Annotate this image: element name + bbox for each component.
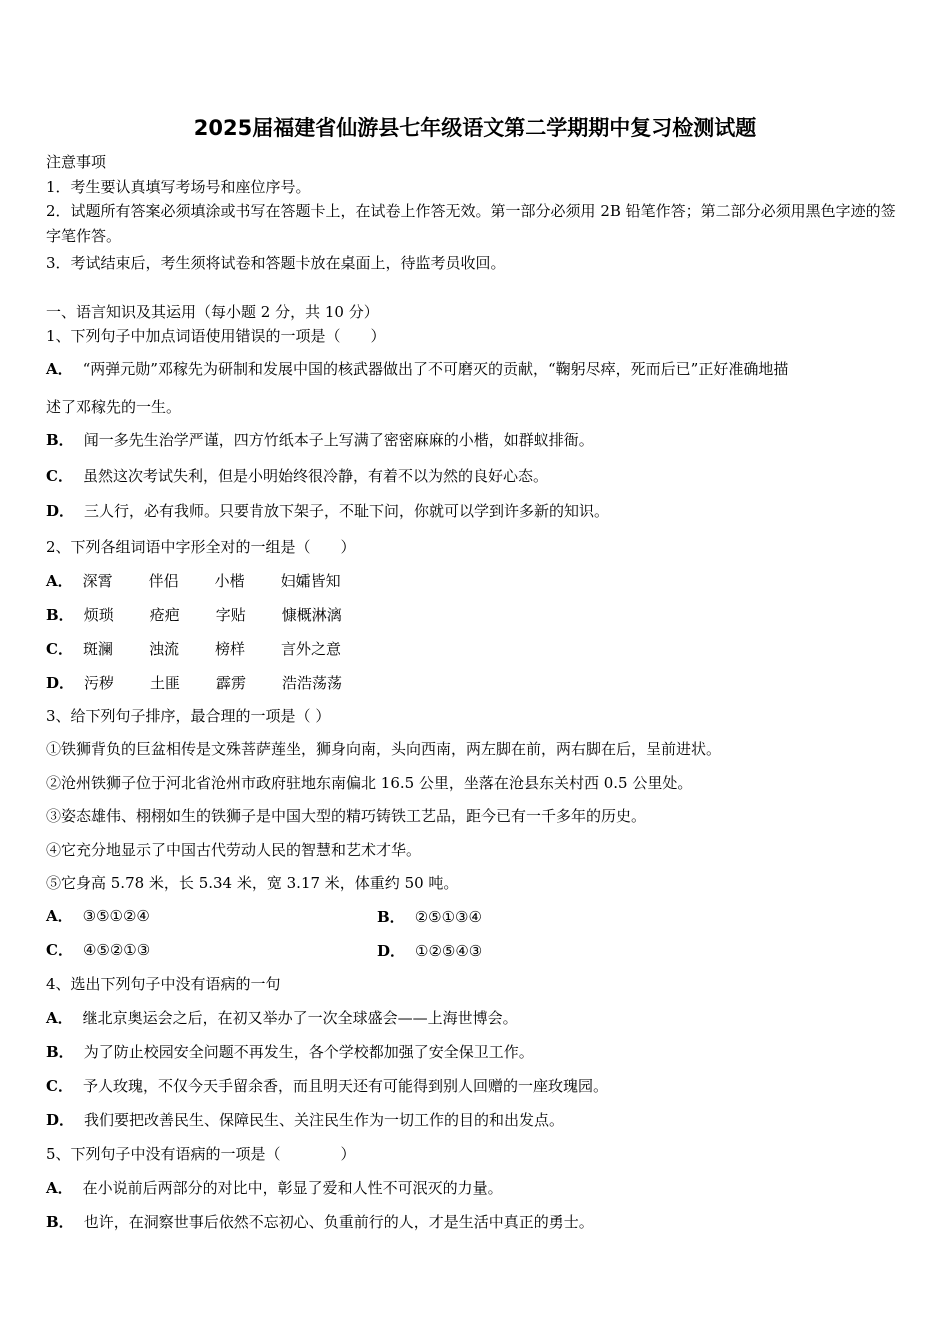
option-b xyxy=(46,1042,534,1062)
option-text: ③⑤①②④ xyxy=(82,907,150,925)
word-row-b xyxy=(46,604,342,625)
option-letter: A． xyxy=(46,907,73,925)
option-letter: D． xyxy=(46,1111,75,1129)
section-heading: 一、语言知识及其运用（每小题 2 分，共 10 分） xyxy=(46,303,379,321)
word: 言外之意 xyxy=(280,640,341,658)
option-letter: B． xyxy=(46,606,74,624)
word: 妇孀皆知 xyxy=(280,572,341,590)
option-letter: C． xyxy=(46,941,73,959)
option-letter: A． xyxy=(46,572,73,590)
question-stem: 2、下列各组词语中字形全对的一组是（ ） xyxy=(46,538,356,556)
option-c xyxy=(46,940,150,960)
option-text: 闻一多先生治学严谨，四方竹纸本子上写满了密密麻麻的小楷，如群蚁排衙。 xyxy=(83,431,594,449)
option-text: ①②⑤④③ xyxy=(415,942,483,960)
option-text: 也许，在洞察世事后依然不忘初心、负重前行的人，才是生活中真正的勇士。 xyxy=(83,1213,594,1231)
option-letter: A． xyxy=(46,1179,73,1197)
page-title: 2025届福建省仙游县七年级语文第二学期期中复习检测试题 xyxy=(193,116,757,140)
word-row-c xyxy=(46,638,341,659)
option-a xyxy=(46,1178,503,1198)
sentence: ③姿态雄伟、栩栩如生的铁狮子是中国大型的精巧铸铁工艺品，距今已有一千多年的历史。 xyxy=(46,807,647,825)
option-letter: D． xyxy=(46,502,75,520)
word-row-a xyxy=(46,570,341,591)
notice-heading: 注意事项 xyxy=(46,153,107,171)
option-d xyxy=(377,940,482,961)
option-text: 为了防止校园安全问题不再发生，各个学校都加强了安全保卫工作。 xyxy=(83,1043,534,1061)
option-c xyxy=(46,1076,608,1096)
option-text: 继北京奥运会之后，在初又举办了一次全球盛会——上海世博会。 xyxy=(82,1009,518,1027)
option-letter: B． xyxy=(46,1043,74,1061)
option-letter: C． xyxy=(46,640,73,658)
word-row-d xyxy=(46,672,342,693)
option-text: 三人行，必有我师。只要肯放下架子，不耻下问，你就可以学到许多新的知识。 xyxy=(84,502,610,520)
option-text: “两弹元勋”邓稼先为研制和发展中国的核武器做出了不可磨灭的贡献，“鞠躬尽瘁，死而后已”正好准确地描 xyxy=(82,360,789,378)
option-d xyxy=(46,1110,564,1130)
option-a xyxy=(46,906,150,926)
word: 污秽 xyxy=(84,674,115,692)
option-c xyxy=(46,466,548,486)
notice-item: 2．试题所有答案必须填涂或书写在答题卡上，在试卷上作答无效。第一部分必须用 2B 铅笔作答；第二部分必须用黑色字迹的签字笔作答。 xyxy=(46,202,896,245)
word: 疮疤 xyxy=(149,606,180,624)
option-b xyxy=(46,430,594,450)
option-letter: D． xyxy=(46,674,75,692)
word: 浊流 xyxy=(148,640,179,658)
option-letter: C． xyxy=(46,467,73,485)
option-text: 予人玫瑰，不仅今天手留余香，而且明天还有可能得到别人回赠的一座玫瑰园。 xyxy=(82,1077,608,1095)
sentence: ①铁狮背负的巨盆相传是文殊菩萨莲坐，狮身向南，头向西南，两左脚在前，两右脚在后，呈前进状。 xyxy=(46,740,722,758)
option-a xyxy=(46,359,788,379)
option-text: 在小说前后两部分的对比中，彰显了爱和人性不可泯灭的力量。 xyxy=(82,1179,503,1197)
option-b xyxy=(377,906,482,927)
word: 伴侣 xyxy=(148,572,179,590)
word: 榜样 xyxy=(214,640,245,658)
sentence: ⑤它身高 5.78 米，长 5.34 米，宽 3.17 米，体重约 50 吨。 xyxy=(46,874,459,892)
option-text: ②⑤①③④ xyxy=(414,908,482,926)
option-letter: B． xyxy=(46,431,74,449)
word: 斑澜 xyxy=(82,640,113,658)
option-letter: A． xyxy=(46,360,73,378)
option-d xyxy=(46,501,609,521)
word: 小楷 xyxy=(214,572,245,590)
word: 霹雳 xyxy=(216,674,247,692)
option-text: 虽然这次考试失利，但是小明始终很冷静，有着不以为然的良好心态。 xyxy=(82,467,548,485)
notice-item: 1．考生要认真填写考场号和座位序号。 xyxy=(46,178,311,196)
word: 浩浩荡荡 xyxy=(282,674,343,692)
option-letter: B． xyxy=(377,908,405,926)
option-b xyxy=(46,1212,594,1232)
question-stem: 3、给下列句子排序，最合理的一项是（ ） xyxy=(46,707,331,725)
option-letter: D． xyxy=(377,942,406,960)
sentence: ④它充分地显示了中国古代劳动人民的智慧和艺术才华。 xyxy=(46,841,422,859)
option-a xyxy=(46,1008,518,1028)
word: 深霄 xyxy=(82,572,113,590)
question-stem: 5、下列句子中没有语病的一项是（ ） xyxy=(46,1145,356,1163)
option-text: 我们要把改善民生、保障民生、关注民生作为一切工作的目的和出发点。 xyxy=(84,1111,565,1129)
word: 慷概淋漓 xyxy=(281,606,342,624)
option-continuation: 述了邓稼先的一生。 xyxy=(46,398,182,416)
question-stem: 1、下列句子中加点词语使用错误的一项是（ ） xyxy=(46,327,386,345)
notice-item: 3．考试结束后，考生须将试卷和答题卡放在桌面上，待监考员收回。 xyxy=(46,254,506,272)
option-text: ④⑤②①③ xyxy=(82,941,151,959)
question-stem: 4、选出下列句子中没有语病的一句 xyxy=(46,975,281,993)
word: 字贴 xyxy=(215,606,246,624)
option-letter: B． xyxy=(46,1213,74,1231)
sentence: ②沧州铁狮子位于河北省沧州市政府驻地东南偏北 16.5 公里，坐落在沧县东关村西 0.5 公里处。 xyxy=(46,774,693,792)
option-letter: C． xyxy=(46,1077,73,1095)
word: 烦琐 xyxy=(83,606,114,624)
option-letter: A． xyxy=(46,1009,73,1027)
word: 土匪 xyxy=(150,674,181,692)
